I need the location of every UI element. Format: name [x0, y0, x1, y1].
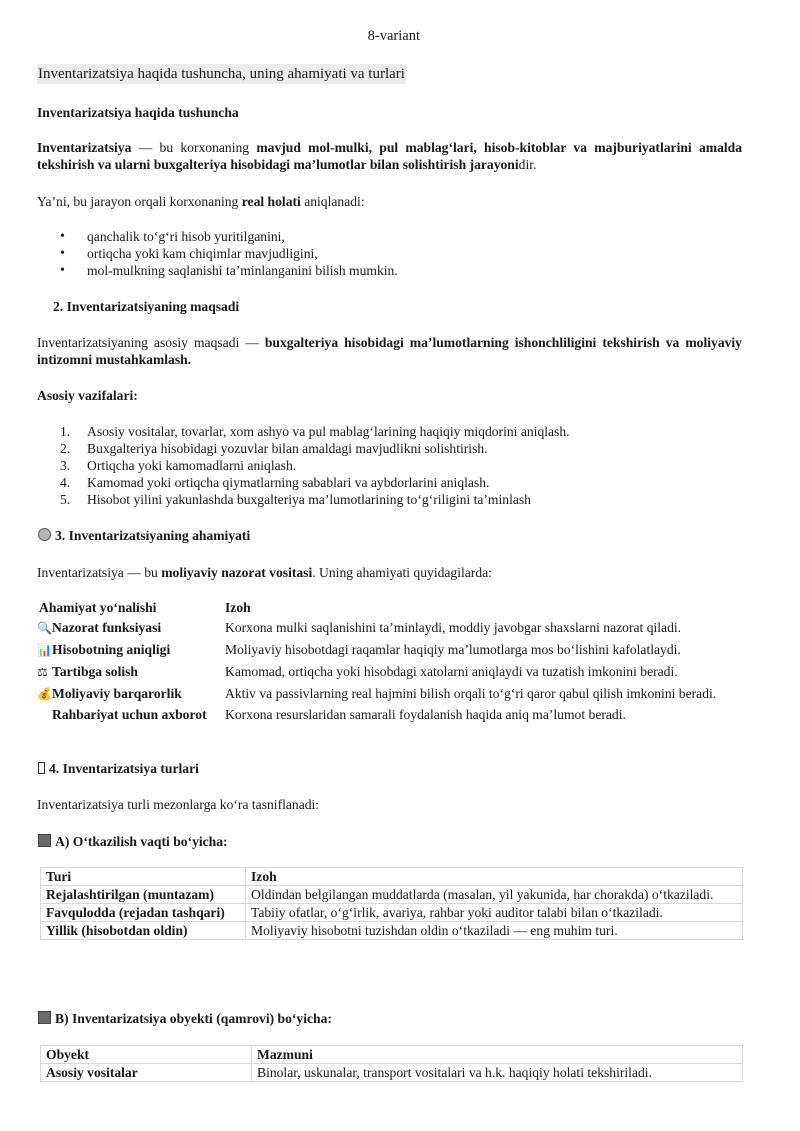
row-name-cell [37, 619, 225, 641]
row-desc: Korxona resurslaridan samarali foydalanish haqida aniq ma’lumot beradi. [225, 707, 626, 722]
intro-bold: real holati [241, 194, 301, 209]
row-name: Asosiy vositalar [41, 1064, 252, 1082]
table-header-row [41, 1046, 743, 1064]
item-number: 4. [60, 475, 71, 490]
table-header: Mazmuni [252, 1046, 743, 1064]
section2-heading: 2. Inventarizatsiyaning maqsadi [53, 299, 240, 314]
purpose-bold: buxgalteriya hisobidagi ma’lumotlarning ishonchliligini tekshirish va moliyaviy intizomni mustahkamlash. [37, 335, 742, 367]
definition-paragraph [37, 139, 742, 173]
item-text: Hisobot yilini yakunlashda buxgalteriya ma’lumotlarining to‘g‘riligini ta’minlash [87, 492, 531, 507]
list-item [60, 474, 760, 491]
item-number: 1. [60, 424, 71, 439]
subsection-b-heading [38, 1010, 332, 1027]
tasks-list [60, 423, 760, 508]
definition-mid: — bu korxonaning [131, 140, 257, 155]
table-row [37, 641, 747, 663]
section4-heading-text: 4. Inventarizatsiya turlari [49, 761, 199, 776]
types-intro: Inventarizatsiya turli mezonlarga ko‘ra tasniflanadi: [37, 797, 320, 812]
definition-bold: mavjud mol-mulki, pul mablag‘lari, hisob-kitoblar va majburiyatlarini amalda tekshirish va ularni buxgalteriya hisobidagi ma’lumotlar bilan solishtirish jarayoni [37, 140, 742, 172]
list-item: • mol-mulkning saqlanishi ta’minlanganini bilish mumkin. [60, 262, 740, 279]
row-desc: Oldindan belgilangan muddatlarda (masalan, yil yakunida, har chorakda) o‘tkaziladi. [246, 886, 743, 904]
table-row [37, 685, 747, 703]
importance-start: Inventarizatsiya — bu [37, 565, 162, 580]
row-desc: Aktiv va passivlarning real hajmini bilish orqali to‘g‘ri qaror qabul qilish imkonini beradi. [225, 686, 717, 701]
subsection-a-heading [38, 833, 228, 850]
row-name: Yillik (hisobotdan oldin) [41, 922, 246, 940]
row-name: Moliyaviy barqarorlik [52, 686, 182, 701]
table-header-row [41, 868, 743, 886]
row-desc: Binolar, uskunalar, transport vositalari va h.k. haqiqiy holati tekshiriladi. [252, 1064, 743, 1082]
section3-heading [38, 527, 250, 544]
money-bag-icon: 💰 [37, 687, 52, 701]
timing-table [40, 867, 743, 940]
importance-table [37, 599, 747, 728]
section1-heading: Inventarizatsiya haqida tushuncha [37, 105, 239, 120]
row-name: Rejalashtirilgan (muntazam) [41, 886, 246, 904]
importance-end: . Uning ahamiyati quyidagilarda: [312, 565, 492, 580]
table-header-row [37, 599, 747, 619]
table-header: Obyekt [41, 1046, 252, 1064]
item-text: Kamomad yoki ortiqcha qiymatlarning sabablari va aybdorlarini aniqlash. [87, 475, 490, 490]
subsection-a-text: A) O‘tkazilish vaqti bo‘yicha: [55, 834, 228, 849]
row-desc: Moliyaviy hisobotni tuzishdan oldin o‘tkaziladi — eng muhim turi. [246, 922, 743, 940]
table-header: Izoh [225, 600, 251, 615]
importance-paragraph [37, 564, 742, 581]
bullet-list [60, 228, 740, 279]
row-desc: Moliyaviy hisobotdagi raqamlar haqiqiy ma’lumotlarga mos bo‘lishini kafolatlaydi. [225, 642, 681, 657]
square-icon [38, 1011, 51, 1024]
intro-end: aniqlanadi: [300, 194, 365, 209]
table-header: Izoh [246, 868, 743, 886]
object-table [40, 1045, 743, 1082]
table-header: Turi [41, 868, 246, 886]
list-item [60, 491, 760, 508]
magnifier-icon: 🔍 [37, 621, 52, 635]
row-name: Rahbariyat uchun axborot [52, 707, 207, 722]
item-text: Asosiy vositalar, tovarlar, xom ashyo va pul mablag‘larining haqiqiy miqdorini aniqlash. [87, 424, 570, 439]
row-name-cell [37, 663, 225, 685]
row-name-cell [37, 685, 225, 703]
missing-glyph-icon [38, 762, 45, 774]
intro-paragraph [37, 193, 742, 210]
circle-icon [38, 528, 51, 541]
intro-start: Ya’ni, bu jarayon orqali korxonaning [37, 194, 242, 209]
list-item: • ortiqcha yoki kam chiqimlar mavjudligini, [60, 245, 740, 262]
definition-term: Inventarizatsiya [37, 140, 132, 155]
item-number: 5. [60, 492, 71, 507]
table-row [41, 922, 743, 940]
item-number: 2. [60, 441, 71, 456]
purpose-start: Inventarizatsiyaning asosiy maqsadi — [37, 335, 265, 350]
subsection-b-text: B) Inventarizatsiya obyekti (qamrovi) bo‘yicha: [55, 1011, 332, 1026]
section4-heading [38, 760, 199, 777]
section3-heading-text: 3. Inventarizatsiyaning ahamiyati [55, 528, 251, 543]
square-icon [38, 834, 51, 847]
variant-label: 8-variant [367, 28, 420, 44]
row-desc: Tabiiy ofatlar, o‘g‘irlik, avariya, rahbar yoki auditor talabi bilan o‘tkaziladi. [246, 904, 743, 922]
row-desc: Kamomad, ortiqcha yoki hisobdagi xatolarni aniqlaydi va tuzatish imkonini beradi. [225, 664, 678, 679]
list-item [60, 440, 760, 457]
table-row [37, 663, 747, 685]
row-name: Favqulodda (rejadan tashqari) [41, 904, 246, 922]
list-item [60, 423, 760, 440]
table-row [37, 703, 747, 728]
row-name: Hisobotning aniqligi [52, 642, 171, 657]
item-text: Buxgalteriya hisobidagi yozuvlar bilan amaldagi mavjudlikni solishtirish. [87, 441, 488, 456]
table-row [41, 904, 743, 922]
importance-bold: moliyaviy nazorat vositasi [161, 565, 313, 580]
list-item: • qanchalik to‘g‘ri hisob yuritilganini, [60, 228, 740, 245]
definition-end: dir. [518, 157, 537, 172]
table-row [41, 1064, 743, 1082]
table-row [41, 886, 743, 904]
row-name: Nazorat funksiyasi [52, 620, 162, 635]
table-header: Ahamiyat yo‘nalishi [39, 600, 157, 615]
list-item [60, 457, 760, 474]
row-name-cell [37, 641, 225, 663]
row-name: Tartibga solish [52, 664, 138, 679]
scales-icon: ⚖ [37, 665, 48, 679]
item-number: 3. [60, 458, 71, 473]
purpose-paragraph [37, 334, 742, 368]
chart-icon: 📊 [37, 643, 52, 657]
row-desc: Korxona mulki saqlanishini ta’minlaydi, moddiy javobgar shaxslarni nazorat qiladi. [225, 620, 682, 635]
main-title: Inventarizatsiya haqida tushuncha, uning ahamiyati va turlari [38, 66, 405, 82]
row-name-cell [37, 703, 225, 728]
item-text: Ortiqcha yoki kamomadlarni aniqlash. [87, 458, 297, 473]
table-row [37, 619, 747, 641]
tasks-heading: Asosiy vazifalari: [37, 388, 138, 403]
